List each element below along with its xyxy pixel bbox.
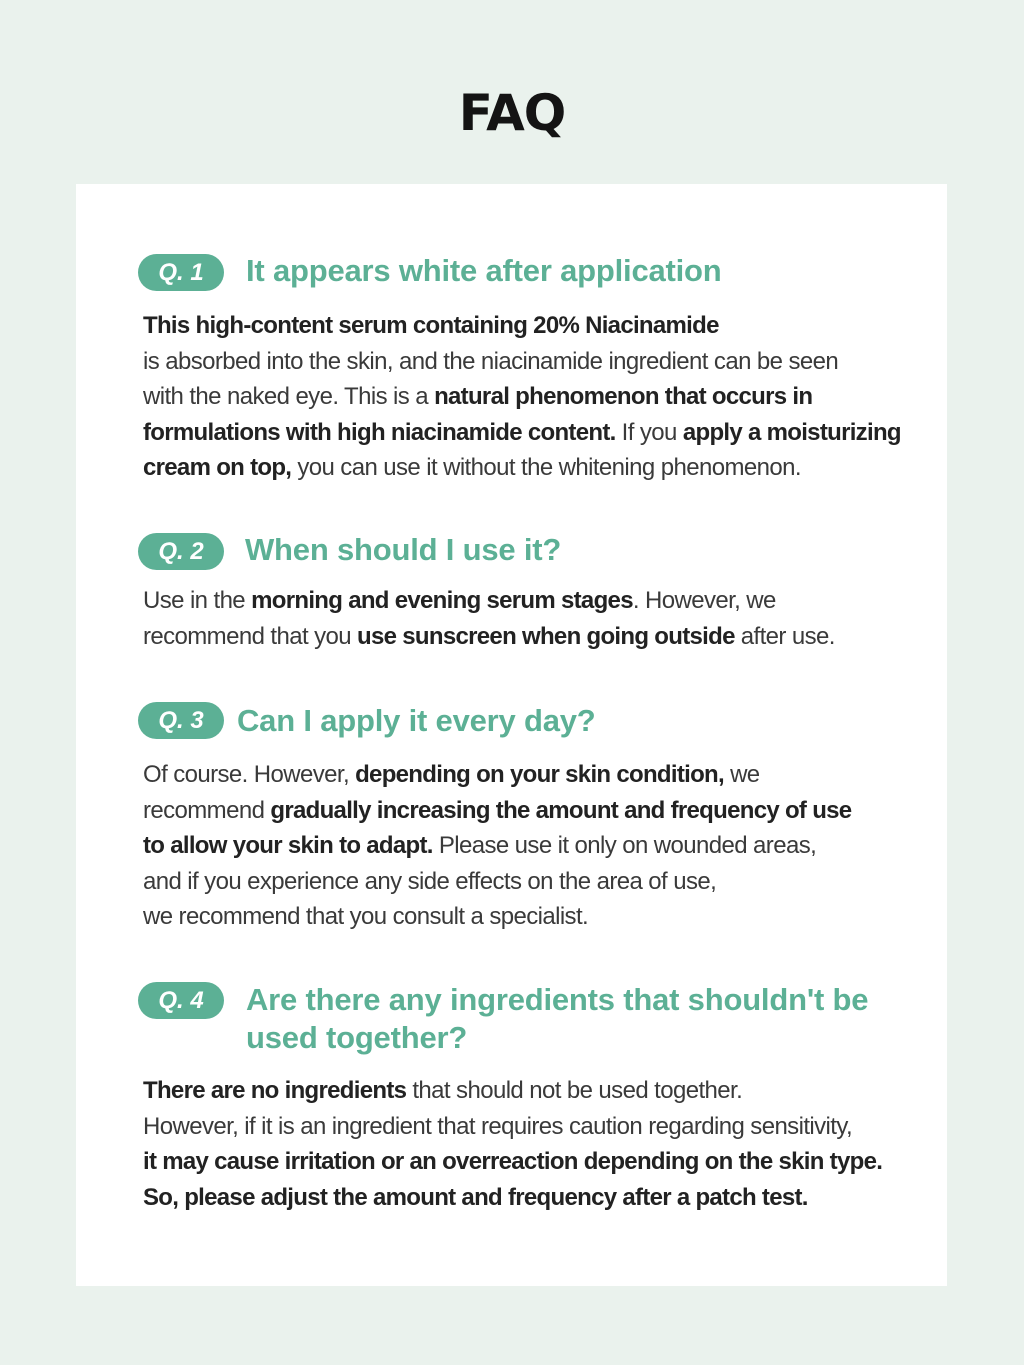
answer-text [143, 757, 851, 935]
answer-run: However, if it is an ingredient that requires caution regarding sensitivity, [143, 1112, 853, 1140]
answer-run: . However, we [632, 587, 776, 614]
answer-line [143, 379, 901, 415]
answer-line [143, 793, 851, 829]
answer-run: that should not be used together. [406, 1077, 743, 1104]
answer-line [143, 619, 835, 655]
page-title: FAQ [458, 84, 566, 142]
answer-run: Of course. However, [143, 761, 356, 788]
answer-emphasis: This high-content serum containing 20% Niacinamide [143, 312, 719, 339]
question-badge: Q. 4 [138, 982, 224, 1019]
question-badge: Q. 2 [138, 533, 224, 570]
answer-line [143, 450, 901, 486]
answer-emphasis: cream on top, [143, 454, 292, 481]
question-title: When should I use it? [245, 532, 562, 567]
answer-run: after use. [734, 622, 835, 650]
question-title: It appears white after application [246, 253, 722, 288]
answer-line [143, 344, 901, 380]
answer-emphasis: it may cause irritation or an overreaction depending on the skin type. [143, 1148, 883, 1175]
answer-line [143, 1144, 882, 1180]
question-badge: Q. 3 [138, 702, 224, 739]
question-title: Can I apply it every day? [237, 703, 596, 738]
answer-run: Please use it only on wounded areas, [432, 832, 817, 859]
answer-line [143, 1180, 882, 1216]
answer-line [143, 828, 851, 864]
answer-emphasis: depending on your skin condition, [355, 761, 724, 788]
answer-line [143, 583, 835, 619]
answer-line [143, 757, 851, 793]
answer-run: is absorbed into the skin, and the niacinamide ingredient can be seen [143, 347, 839, 375]
answer-run: Use in the [143, 587, 252, 614]
question-title-line-1: Are there any ingredients that shouldn't be [246, 982, 869, 1017]
answer-emphasis: morning and evening serum stages [251, 587, 633, 614]
answer-emphasis: natural phenomenon that occurs in [434, 383, 813, 410]
answer-line [143, 415, 901, 451]
answer-emphasis: So, please adjust the amount and frequency after a patch test. [143, 1183, 808, 1211]
answer-emphasis: apply a moisturizing [682, 418, 901, 446]
answer-run: and if you experience any side effects on the area of use, [143, 867, 717, 895]
answer-emphasis: There are no ingredients [143, 1077, 407, 1104]
answer-line [143, 1073, 882, 1109]
answer-run: you can use it without the whitening phenomenon. [291, 454, 801, 481]
answer-run: recommend [143, 796, 271, 824]
answer-line [143, 308, 901, 344]
answer-emphasis: formulations with high niacinamide content. [143, 418, 616, 446]
answer-run: we recommend that you consult a specialist. [143, 903, 589, 930]
answer-emphasis: gradually increasing the amount and frequency of use [270, 796, 852, 824]
answer-text [143, 1073, 882, 1215]
answer-line [143, 1109, 882, 1145]
answer-line [143, 864, 851, 900]
answer-run: If you [615, 418, 683, 446]
answer-line [143, 899, 851, 935]
answer-emphasis: use sunscreen when going outside [357, 622, 735, 650]
answer-text [143, 308, 901, 486]
answer-run: recommend that you [143, 622, 358, 650]
question-badge: Q. 1 [138, 254, 224, 291]
faq-card [76, 184, 947, 1286]
answer-run: we [724, 761, 760, 788]
answer-run: with the naked eye. This is a [143, 383, 435, 410]
answer-text [143, 583, 835, 654]
question-title-line-2: used together? [246, 1020, 468, 1055]
answer-emphasis: to allow your skin to adapt. [143, 832, 433, 859]
